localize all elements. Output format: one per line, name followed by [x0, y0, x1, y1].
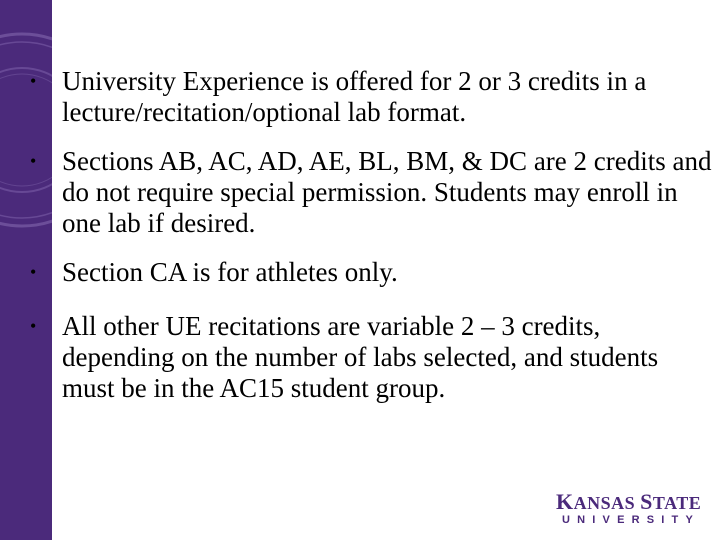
bullet-text: Section CA is for athletes only.: [62, 257, 398, 287]
bullet-item-sections: [24, 146, 714, 239]
logo-university: UNIVERSITY: [562, 514, 701, 526]
bullet-item-recitations: [24, 311, 714, 404]
bullet-text: All other UE recitations are variable 2 – 3 credits, depending on the number of labs selected, and students must be in the AC15 student group.: [62, 311, 659, 403]
bullet-text: Sections AB, AC, AD, AE, BL, BM, & DC are 2 credits and do not require special permission. Students may enroll in one lab if desired.: [62, 146, 712, 238]
bullet-list: [24, 66, 714, 422]
bullet-text: University Experience is offered for 2 or 3 credits in a lecture/recitation/optional lab format.: [62, 66, 647, 127]
bullet-marker: •: [30, 316, 37, 336]
bullet-item-athletes: [24, 257, 714, 288]
bullet-marker: •: [30, 151, 37, 171]
kansas-state-logo: [556, 489, 702, 527]
bullet-marker: •: [30, 71, 37, 91]
bullet-marker: •: [30, 262, 37, 282]
bullet-item-offering: [24, 66, 714, 128]
logo-wordmark: KANSAS STATE: [556, 489, 702, 514]
university-seal-icon: 1863: [0, 30, 52, 230]
